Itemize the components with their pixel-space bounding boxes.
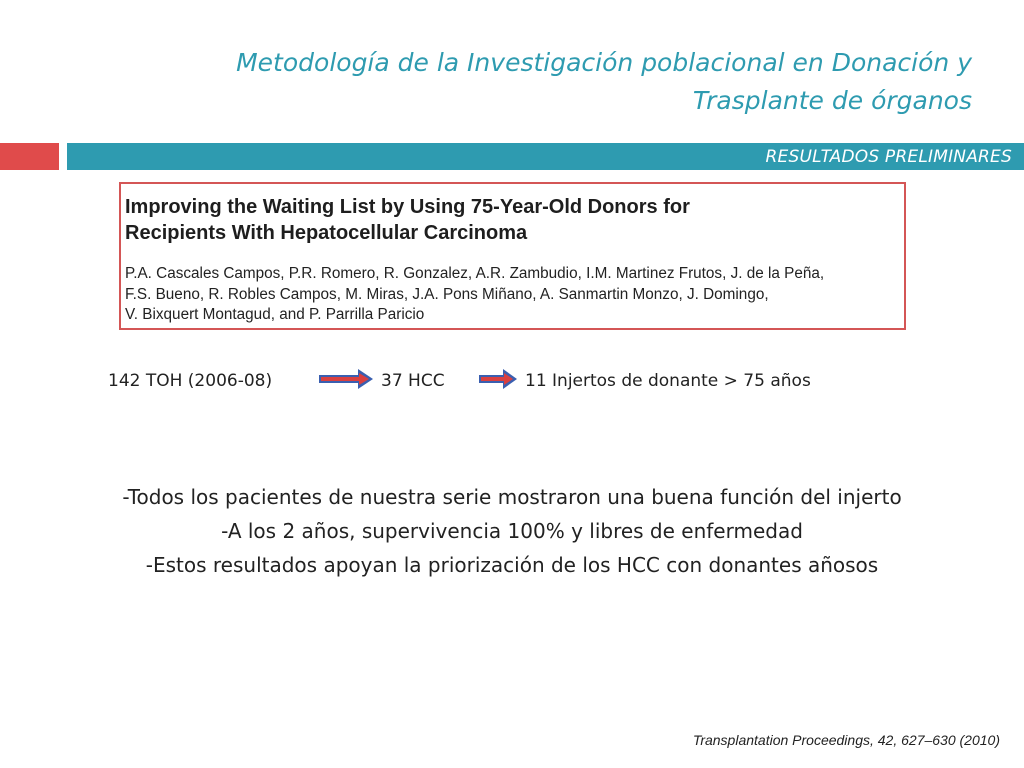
article-authors-line-1: P.A. Cascales Campos, P.R. Romero, R. Gonzalez, A.R. Zambudio, I.M. Martinez Frutos, J. de la Peña, (125, 265, 825, 282)
header-bar-red (0, 143, 59, 170)
patient-flow (0, 368, 1024, 398)
article-title-line-2: Recipients With Hepatocellular Carcinoma (125, 222, 528, 244)
slide-title-line-1: Metodología de la Investigación poblacional en Donación y (236, 48, 972, 77)
article-authors-line-3: V. Bixquert Montagud, and P. Parrilla Paricio (125, 306, 425, 323)
slide-title (112, 44, 972, 120)
flow-step-hcc: 37 HCC (381, 371, 445, 391)
findings-list (0, 480, 1024, 582)
article-title-line-1: Improving the Waiting List by Using 75-Year-Old Donors for (125, 196, 690, 218)
slide-title-line-2: Trasplante de órganos (692, 86, 972, 115)
article-authors-line-2: F.S. Bueno, R. Robles Campos, M. Miras, J.A. Pons Miñano, A. Sanmartin Monzo, J. Domingo, (125, 285, 769, 303)
article-excerpt (119, 182, 906, 330)
finding-item: -A los 2 años, supervivencia 100% y libres de enfermedad (221, 519, 803, 543)
section-label: RESULTADOS PRELIMINARES (765, 147, 1012, 167)
flow-step-grafts: 11 Injertos de donante > 75 años (525, 371, 811, 391)
finding-item: -Estos resultados apoyan la priorización de los HCC con donantes añosos (145, 553, 879, 577)
right-arrow-icon (318, 368, 374, 390)
article-authors (125, 264, 900, 326)
right-arrow-icon (478, 368, 518, 390)
article-title (125, 194, 895, 246)
finding-item: -Todos los pacientes de nuestra serie mostraron una buena función del injerto (122, 485, 902, 509)
flow-step-toh: 142 TOH (2006-08) (108, 371, 273, 391)
citation: Transplantation Proceedings, 42, 627–630 (2010) (692, 732, 1000, 748)
